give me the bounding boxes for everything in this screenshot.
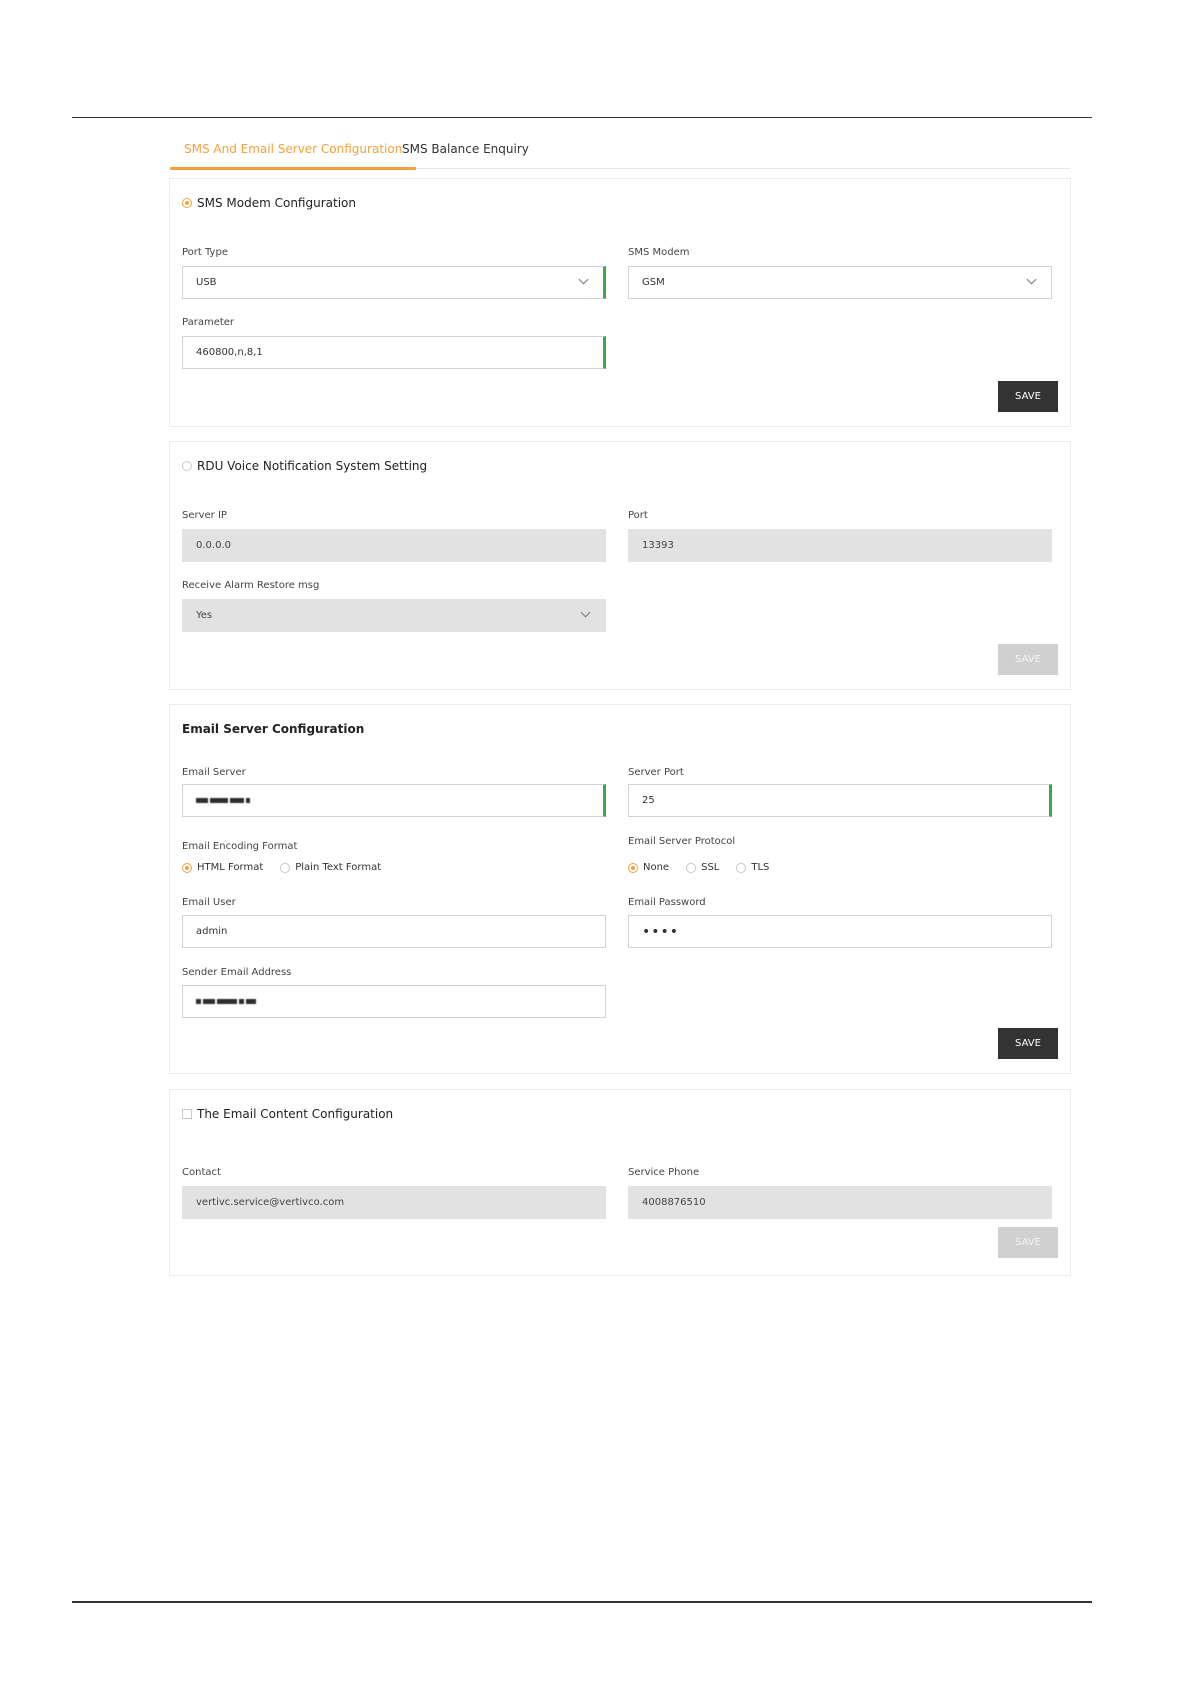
encoding-format-label: Email Encoding Format [182, 841, 298, 852]
rdu-voice-radio[interactable] [182, 461, 192, 471]
rdu-voice-title [182, 459, 427, 473]
tab-sms-balance-enquiry[interactable]: SMS Balance Enquiry [402, 142, 529, 156]
protocol-option-none[interactable] [628, 862, 669, 873]
encoding-format-options [182, 862, 398, 873]
port-label: Port [628, 510, 648, 521]
rdu-voice-save-button[interactable]: SAVE [998, 644, 1058, 675]
chevron-down-icon [579, 275, 589, 285]
top-rule [72, 117, 1092, 118]
server-port-value: 25 [642, 795, 655, 806]
service-phone-input[interactable] [628, 1186, 1052, 1219]
parameter-value: 460800,n,8,1 [196, 347, 263, 358]
server-port-input[interactable] [628, 784, 1052, 817]
parameter-input[interactable] [182, 336, 606, 369]
sender-email-input[interactable] [182, 985, 606, 1018]
sms-modem-card [169, 178, 1071, 427]
encoding-option-plain-label: Plain Text Format [295, 862, 382, 873]
protocol-option-none-label: None [643, 862, 670, 873]
email-password-input[interactable] [628, 915, 1052, 948]
radio-icon [280, 863, 290, 873]
sms-modem-radio[interactable] [182, 198, 192, 208]
sms-modem-select[interactable] [628, 266, 1052, 299]
chevron-down-icon [1027, 275, 1037, 285]
sender-email-label: Sender Email Address [182, 967, 292, 978]
rdu-voice-title-label: RDU Voice Notification System Setting [197, 459, 428, 473]
server-ip-input[interactable] [182, 529, 606, 562]
sms-modem-label: SMS Modem [628, 247, 690, 258]
email-user-label: Email User [182, 897, 236, 908]
server-ip-value: 0.0.0.0 [196, 540, 231, 551]
email-user-input[interactable] [182, 915, 606, 948]
protocol-option-ssl-label: SSL [701, 862, 720, 873]
bottom-rule [72, 1601, 1092, 1603]
email-server-input[interactable] [182, 784, 606, 817]
redacted-email-server [196, 798, 250, 803]
encoding-option-plain[interactable] [280, 862, 381, 873]
email-content-card [169, 1089, 1071, 1276]
contact-value: vertivc.service@vertivco.com [196, 1197, 345, 1208]
email-password-label: Email Password [628, 897, 706, 908]
tab-sms-email-config[interactable]: SMS And Email Server Configuration [184, 142, 403, 156]
encoding-option-html-label: HTML Format [197, 862, 264, 873]
protocol-option-tls-label: TLS [751, 862, 770, 873]
protocol-option-ssl[interactable] [686, 862, 719, 873]
radio-icon [628, 863, 638, 873]
parameter-label: Parameter [182, 317, 235, 328]
email-content-checkbox[interactable] [182, 1109, 192, 1119]
sms-modem-title-label: SMS Modem Configuration [197, 196, 356, 210]
port-type-select[interactable] [182, 266, 606, 299]
radio-icon [182, 863, 192, 873]
rdu-voice-card [169, 441, 1071, 690]
email-content-title-label: The Email Content Configuration [197, 1107, 394, 1121]
email-password-value: •••• [642, 923, 680, 940]
redacted-sender-email [196, 999, 256, 1004]
port-type-label: Port Type [182, 247, 228, 258]
encoding-option-html[interactable] [182, 862, 263, 873]
service-phone-label: Service Phone [628, 1167, 700, 1178]
port-value: 13393 [642, 540, 674, 551]
protocol-option-tls[interactable] [736, 862, 769, 873]
radio-icon [686, 863, 696, 873]
server-port-label: Server Port [628, 767, 684, 778]
receive-alarm-value: Yes [196, 610, 213, 621]
email-user-value: admin [196, 926, 228, 937]
port-type-value: USB [196, 277, 217, 288]
server-ip-label: Server IP [182, 510, 227, 521]
server-protocol-label: Email Server Protocol [628, 836, 736, 847]
email-server-label: Email Server [182, 767, 246, 778]
email-content-save-button[interactable]: SAVE [998, 1227, 1058, 1258]
email-server-card [169, 704, 1071, 1074]
receive-alarm-label: Receive Alarm Restore msg [182, 580, 320, 591]
sms-modem-value: GSM [642, 277, 665, 288]
contact-label: Contact [182, 1167, 221, 1178]
chevron-down-icon [581, 608, 591, 618]
email-server-title: Email Server Configuration [182, 722, 365, 736]
radio-icon [736, 863, 746, 873]
service-phone-value: 4008876510 [642, 1197, 706, 1208]
receive-alarm-select[interactable] [182, 599, 606, 632]
server-protocol-options [628, 862, 786, 873]
email-content-title [182, 1107, 393, 1121]
contact-input[interactable] [182, 1186, 606, 1219]
tab-bar [170, 134, 1070, 169]
sms-modem-save-button[interactable]: SAVE [998, 381, 1058, 412]
email-server-save-button[interactable]: SAVE [998, 1028, 1058, 1059]
sms-modem-title [182, 196, 356, 210]
port-input[interactable] [628, 529, 1052, 562]
